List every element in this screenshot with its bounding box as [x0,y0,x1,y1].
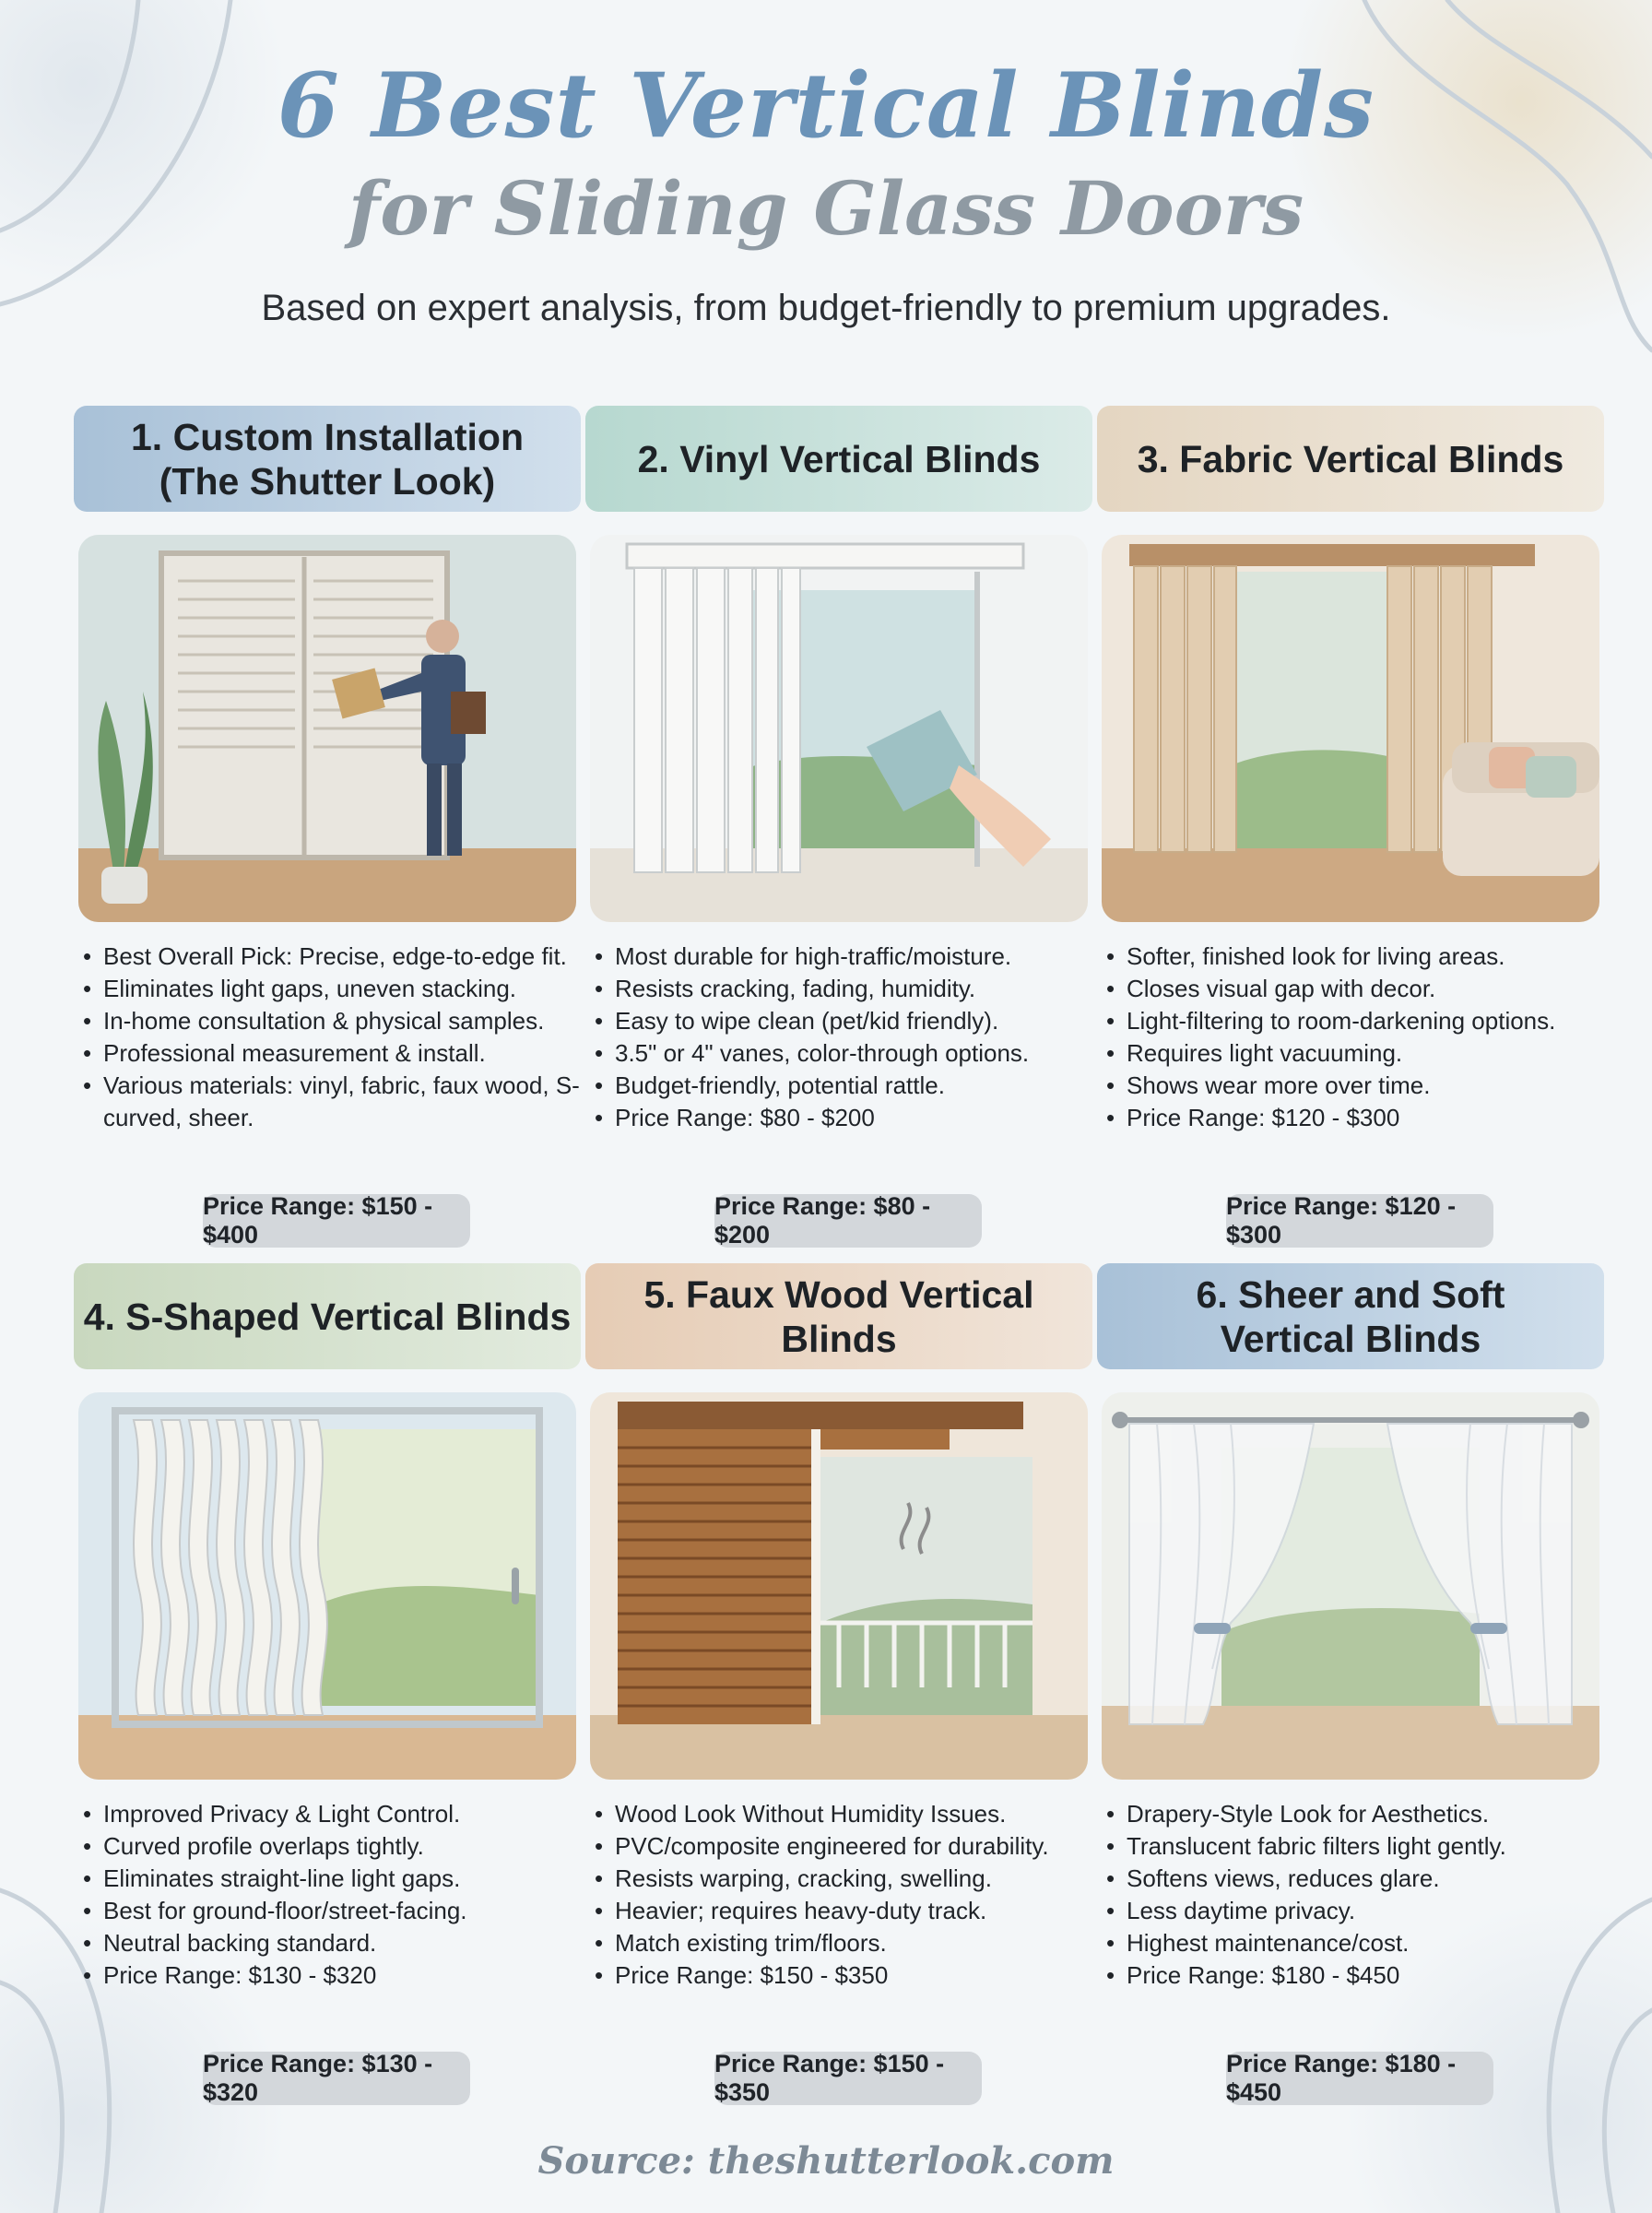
bullet-item: • Translucent fabric filters light gently. [1106,1830,1609,1863]
bullet-item: • 3.5" or 4" vanes, color-through options. [595,1037,1097,1070]
header [0,55,1652,330]
price-badge: Price Range: $150 - $350 [714,2052,982,2105]
page-subtitle: Based on expert analysis, from budget-friendly to premium upgrades. [261,288,1391,328]
bullet-item: • Requires light vacuuming. [1106,1037,1609,1070]
price-badge: Price Range: $150 - $400 [203,1194,470,1248]
faux-wood-blinds-illustration [590,1392,1088,1780]
bullet-item: • Best Overall Pick: Precise, edge-to-edge fit. [83,941,585,973]
s-shaped-blinds-illustration [78,1392,576,1780]
card-vinyl-vertical-blinds [576,406,1102,1263]
bullet-item: • Professional measurement & install. [83,1037,585,1070]
vinyl-blinds-illustration [590,535,1088,922]
card-bullets [83,941,585,1134]
bullet-item: • Price Range: $150 - $350 [595,1959,1097,1992]
card-title: 6. Sheer and Soft Vertical Blinds [1097,1263,1604,1369]
bullet-item: • Most durable for high-traffic/moisture. [595,941,1097,973]
bullet-item: • Heavier; requires heavy-duty track. [595,1895,1097,1927]
bullet-item: • In-home consultation & physical samples. [83,1005,585,1037]
bullet-item: • Improved Privacy & Light Control. [83,1798,585,1830]
bullet-item: • Various materials: vinyl, fabric, faux wood, S-curved, sheer. [83,1070,585,1134]
card-title: 4. S-Shaped Vertical Blinds [74,1263,581,1369]
card-sheer-soft-vertical-blinds [1088,1263,1613,2121]
card-bullets [1106,941,1609,1134]
card-faux-wood-vertical-blinds [576,1263,1102,2121]
bullet-item: • Closes visual gap with decor. [1106,973,1609,1005]
card-s-shaped-vertical-blinds [65,1263,590,2121]
card-fabric-vertical-blinds [1088,406,1613,1263]
card-bullets [83,1798,585,1992]
bullet-item: • Resists cracking, fading, humidity. [595,973,1097,1005]
bullet-item: • Drapery-Style Look for Aesthetics. [1106,1798,1609,1830]
bullet-item: • Price Range: $120 - $300 [1106,1102,1609,1134]
bullet-item: • Softens views, reduces glare. [1106,1863,1609,1895]
bullet-item: • Neutral backing standard. [83,1927,585,1959]
bullet-item: • Light-filtering to room-darkening options. [1106,1005,1609,1037]
bullet-item: • Easy to wipe clean (pet/kid friendly). [595,1005,1097,1037]
source-credit: Source: theshutterlook.com [537,2139,1115,2183]
fabric-blinds-illustration [1102,535,1599,922]
bullet-item: • Best for ground-floor/street-facing. [83,1895,585,1927]
bullet-item: • Price Range: $130 - $320 [83,1959,585,1992]
bullet-item: • PVC/composite engineered for durability. [595,1830,1097,1863]
bullet-item: • Wood Look Without Humidity Issues. [595,1798,1097,1830]
bullet-item: • Price Range: $80 - $200 [595,1102,1097,1134]
card-bullets [1106,1798,1609,1992]
bullet-item: • Highest maintenance/cost. [1106,1927,1609,1959]
page-title: 6 Best Vertical Blinds [277,53,1375,158]
card-title: 5. Faux Wood Vertical Blinds [585,1263,1092,1369]
card-title: 3. Fabric Vertical Blinds [1097,406,1604,512]
page-title-subline: for Sliding Glass Doors [348,165,1304,252]
bullet-item: • Shows wear more over time. [1106,1070,1609,1102]
price-badge: Price Range: $80 - $200 [714,1194,982,1248]
card-bullets [595,941,1097,1134]
card-custom-installation [65,406,590,1263]
bullet-item: • Less daytime privacy. [1106,1895,1609,1927]
bullet-item: • Budget-friendly, potential rattle. [595,1070,1097,1102]
bullet-item: • Eliminates straight-line light gaps. [83,1863,585,1895]
bullet-item: • Softer, finished look for living areas. [1106,941,1609,973]
price-badge: Price Range: $180 - $450 [1226,2052,1493,2105]
bullet-item: • Eliminates light gaps, uneven stacking. [83,973,585,1005]
bullet-item: • Match existing trim/floors. [595,1927,1097,1959]
shutter-door-illustration [78,535,576,922]
sheer-blinds-illustration [1102,1392,1599,1780]
bullet-item: • Curved profile overlaps tightly. [83,1830,585,1863]
card-title: 1. Custom Installation (The Shutter Look) [74,406,581,512]
card-title: 2. Vinyl Vertical Blinds [585,406,1092,512]
price-badge: Price Range: $130 - $320 [203,2052,470,2105]
bullet-item: • Resists warping, cracking, swelling. [595,1863,1097,1895]
price-badge: Price Range: $120 - $300 [1226,1194,1493,1248]
card-bullets [595,1798,1097,1992]
bullet-item: • Price Range: $180 - $450 [1106,1959,1609,1992]
